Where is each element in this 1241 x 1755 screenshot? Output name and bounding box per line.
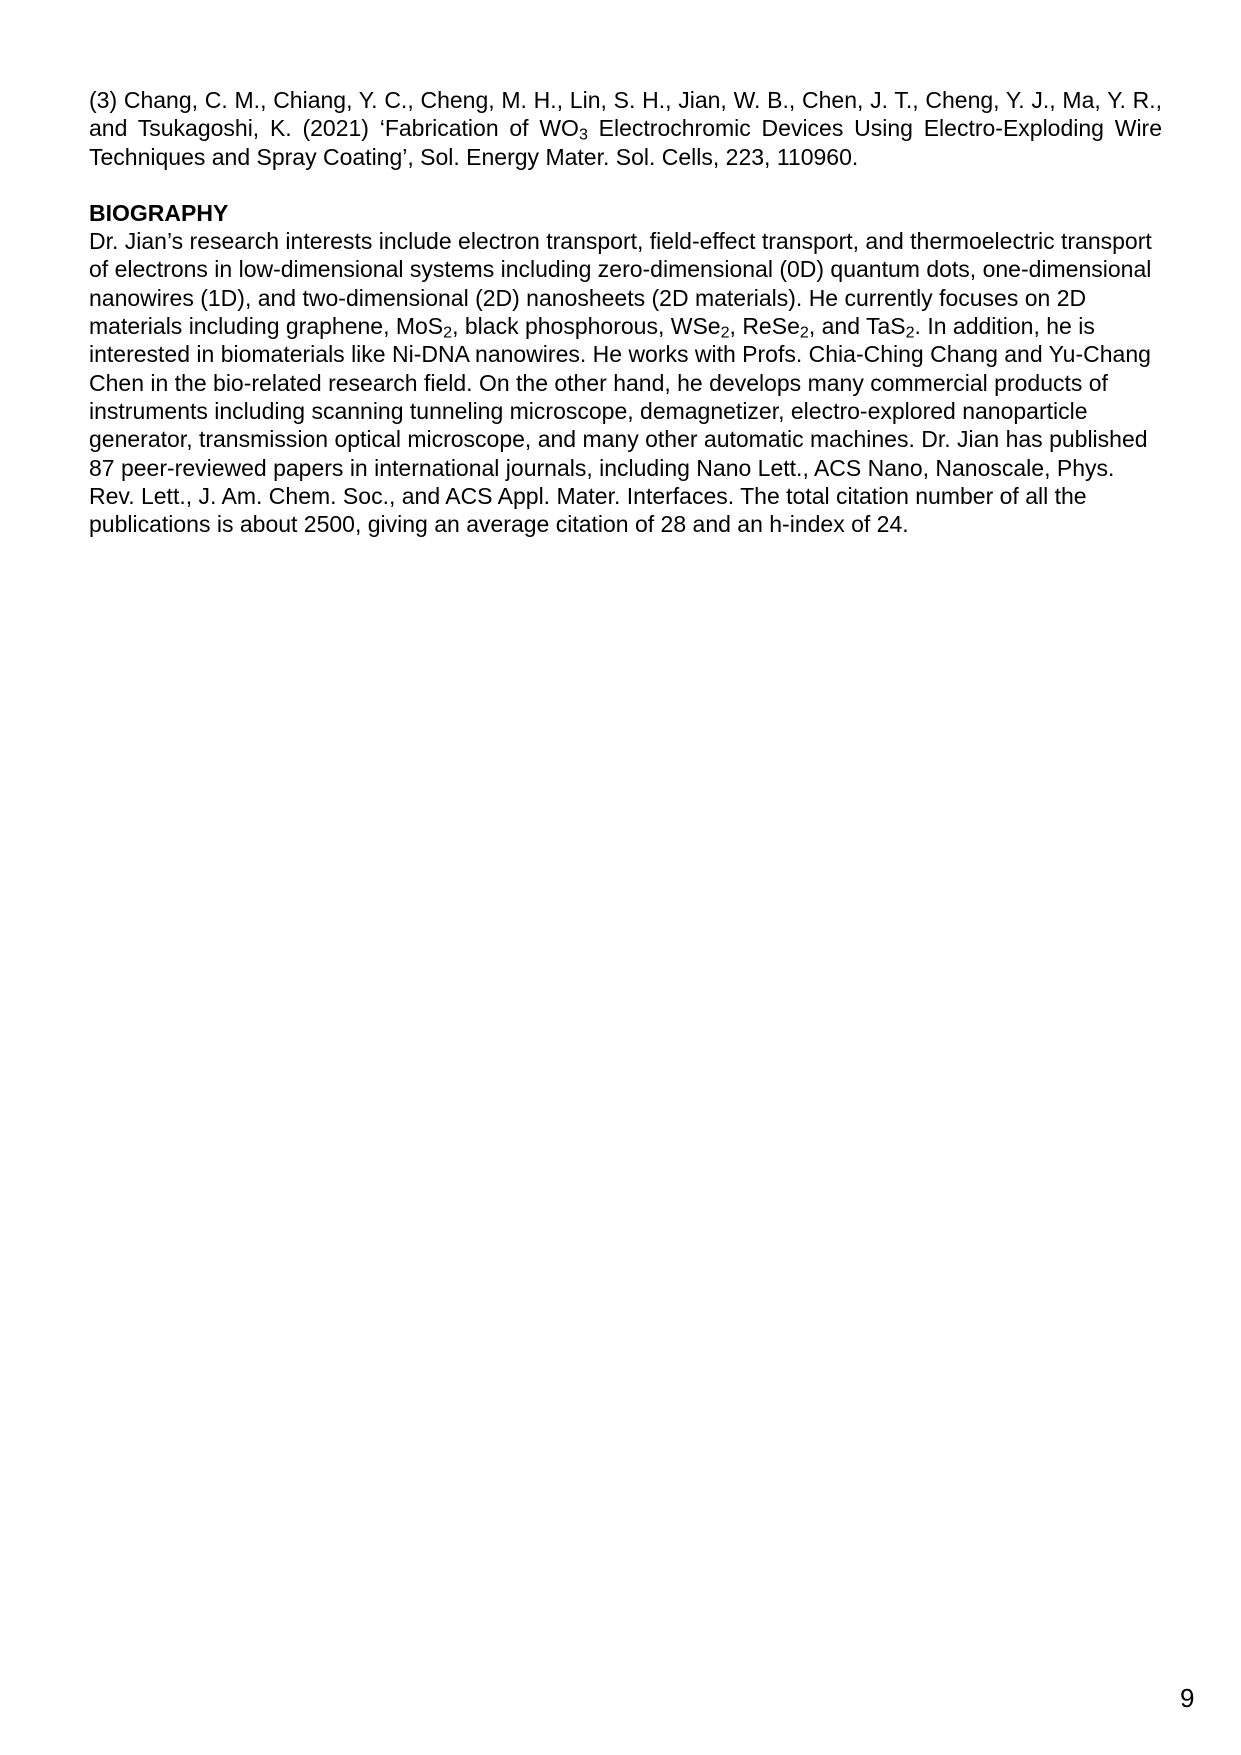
bio-subscript-1: 2: [443, 323, 453, 342]
bio-text-2: , black phosphorous, WSe: [452, 313, 721, 340]
bio-subscript-2: 2: [720, 323, 730, 342]
reference-subscript: 3: [578, 125, 588, 144]
biography-paragraph: [89, 227, 1162, 538]
page-number: 9: [1180, 1683, 1195, 1713]
bio-subscript-3: 2: [799, 323, 809, 342]
reference-text-part2: Electrochromic Devices Using Electro-Exploding Wire Techniques and Spray Coating’, Sol. Energy Mater. Sol. Cells, 223, 110960.: [89, 115, 1163, 170]
bio-text-4: , and TaS: [808, 313, 906, 340]
bio-text-3: , ReSe: [729, 313, 800, 340]
reference-text-part1: (3) Chang, C. M., Chiang, Y. C., Cheng, M. H., Lin, S. H., Jian, W. B., Chen, J. T., Cheng, Y. J., Ma, Y. R., and Tsukagoshi, K. (2021) ‘Fabrication of WO: [89, 87, 1162, 142]
biography-heading: BIOGRAPHY: [89, 199, 229, 226]
bio-subscript-4: 2: [905, 323, 915, 342]
document-page: [89, 86, 1162, 538]
reference-3: [89, 86, 1162, 171]
bio-text-1: Dr. Jian’s research interests include electron transport, field-effect transport, and thermoelectric transport of electrons in low-dimensional systems including zero-dimensional (0D) quantum dots, one-dimensional nanowires (1D), and two-dimensional (2D) nanosheets (2D materials). He currently focuses on 2D materials including graphene, MoS: [89, 228, 1152, 340]
bio-text-5: . In addition, he is interested in biomaterials like Ni-DNA nanowires. He works with Profs. Chia-Ching Chang and Yu-Chang Chen in the bio-related research field. On the other hand, he develops many commercial products of instruments including scanning tunneling microscope, demagnetizer, electro-explored nanoparticle generator, transmission optical microscope, and many other automatic machines. Dr. Jian has published 87 peer-reviewed papers in international journals, including Nano Lett., ACS Nano, Nanoscale, Phys. Rev. Lett., J. Am. Chem. Soc., and ACS Appl. Mater. Interfaces. The total citation number of all the publications is about 2500, giving an average citation of 28 and an h-index of 24.: [89, 313, 1151, 538]
